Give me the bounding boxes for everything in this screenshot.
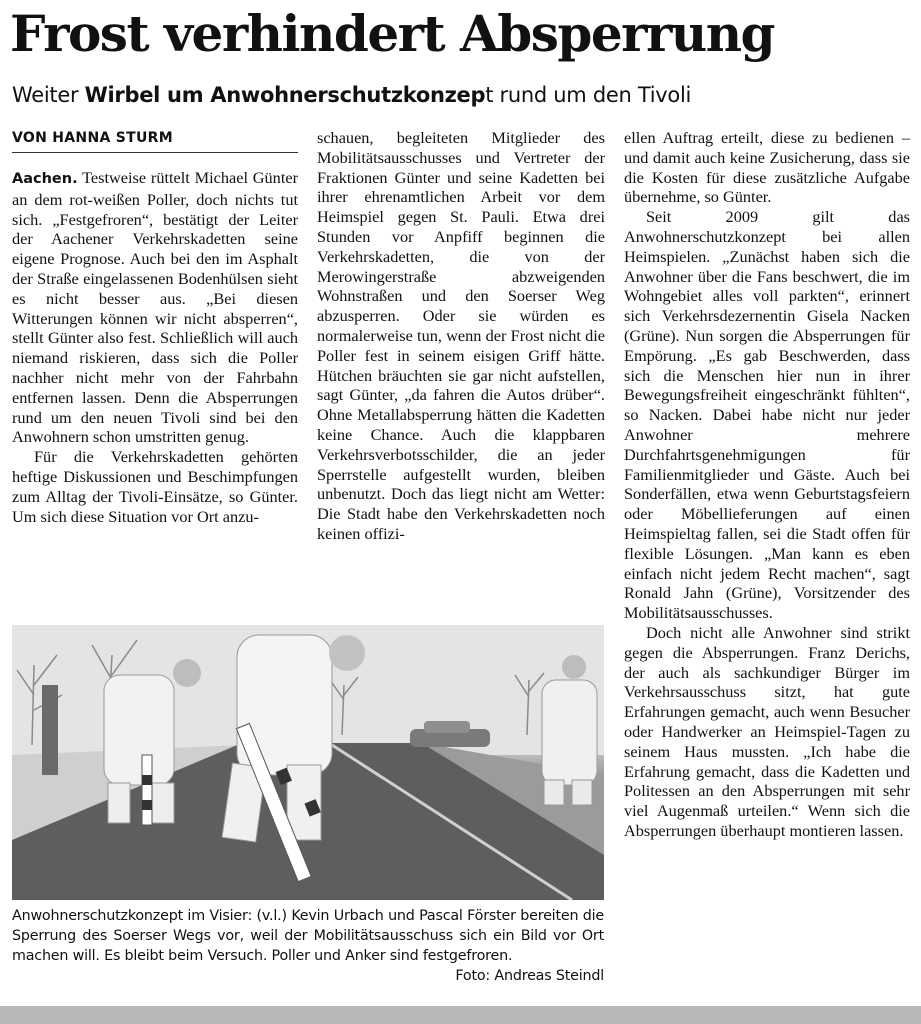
paragraph: Seit 2009 gilt das Anwohnerschutzkonzept bei allen Heimspielen. „Zunächst haben sich die Anwohner über die Fans beschwert, die im Wohngebiet alles voll parkten“, erinnert sich Verkehrsdezernentin Gisela Nacken (Grüne). Nun sorgen die Absperrungen für Empörung. „Es gab Beschwerden, dass sich die Menschen hier nun in ihrer Bewegungsfreiheit eingeschränkt fühlten“, so Nacken. Dabei habe nicht nur jeder Anwohner mehrere Durchfahrtsgenehmigungen für Familienmitglieder und Gäste. Auch bei Sonderfällen, etwa wenn Geburtstagsfeiern oder Möbellieferungen auf einen Heimspieltag fallen, sei die Stadt offen für flexible Lösungen. „Man kann es eben einfach nicht jedem Recht machen“, sagt Ronald Jahn (Grüne), Vorsitzender des Mobilitätsausschusses.: [624, 207, 910, 623]
paragraph: [12, 168, 298, 447]
byline: VON HANNA STURM: [12, 128, 298, 153]
article-column-3: [624, 128, 910, 841]
caption-text: Anwohnerschutzkonzept im Visier: (v.l.) Kevin Urbach und Pascal Förster bereiten die Sperrung des Soerser Wegs vor, weil der Mobilitätsausschuss sich ein Bild vor Ort machen will. Es bleibt beim Versuch. Poller und Anker sind festgefroren.: [12, 908, 604, 964]
subhead-prefix: Weiter: [12, 83, 85, 107]
headline: Frost verhindert Absperrung: [10, 4, 775, 63]
subheadline: [12, 80, 912, 110]
article-photo: [12, 625, 604, 900]
photo-credit: Foto: Andreas Steindl: [455, 968, 604, 984]
dateline-place: Aachen.: [12, 171, 78, 187]
paragraph-text: Testweise rüttelt Michael Günter an dem rot-weißen Poller, doch nichts tut sich. „Festgefroren“, bestätigt der Leiter der Aachener Verkehrskadetten seine eigene Prognose. Auch bei den im Asphalt der Straße eingelassenen Bodenhülsen sieht es nicht besser aus. „Bei diesen Witterungen können wir nicht absperren“, stellt Günter also fest. Schließlich will auch niemand riskieren, dass sich die Poller nachher nicht mehr von der Fahrbahn entfernen lassen. Denn die Absperrungen rund um den neuen Tivoli sind bei den Anwohnern schon umstritten genug.: [12, 168, 298, 447]
photo-caption: [12, 906, 604, 986]
paragraph: Doch nicht alle Anwohner sind strikt gegen die Absperrungen. Franz Derichs, der auch als sachkundiger Bürger im Verkehrsausschuss sitzt, hat gute Erfahrungen gemacht, auch wenn Besucher oder Handwerker an Heimspiel-Tagen zu seinem Haus mussten. „Ich habe die Erfahrung gemacht, dass die Kadetten und Politessen an den Absperrungen mit sehr viel Augenmaß urteilen.“ Wenn sich die Absperrungen überhaupt montieren lassen.: [624, 622, 910, 840]
photo-illustration: [12, 625, 604, 900]
subhead-suffix: t rund um den Tivoli: [485, 83, 692, 107]
paragraph: schauen, begleiteten Mitglieder des Mobilitätsausschusses und Vertreter der Fraktionen Günter und seine Kadetten bei ihrer ehrenamtlichen Arbeit vor dem Heimspiel gegen St. Pauli. Etwa drei Stunden vor Anpfiff beginnen die Verkehrskadetten, die von der Merowingerstraße abzweigenden Wohnstraßen und den Soerser Weg abzusperren. Oder sie würden es normalerweise tun, wenn der Frost nicht die Poller fest in seinem eisigen Griff hätte. Hütchen bräuchten sie gar nicht aufstellen, sagt Günter, „da fahren die Autos drüber“. Ohne Metallabsperrung hätten die Kadetten keine Chance. Auch die klappbaren Verkehrsverbotsschilder, die an jeder Sperrstelle aufgestellt wurden, bleiben unbenutzt. Doch das liegt nicht am Wetter: Die Stadt habe den Verkehrskadetten noch keinen offizi-: [317, 128, 605, 543]
article-column-1: [12, 168, 298, 526]
paragraph: Für die Verkehrskadetten gehörten heftige Diskussionen und Beschimpfungen zum Alltag der Tivoli-Einsätze, so Günter. Um sich diese Situation vor Ort anzu-: [12, 447, 298, 526]
page-footer-bar: [0, 1006, 921, 1024]
paragraph: ellen Auftrag erteilt, diese zu bedienen – und damit auch keine Zusicherung, dass sie die Kosten für diese zusätzliche Aufgabe übernehme, so Günter.: [624, 128, 910, 207]
article-column-2: [317, 128, 605, 544]
subhead-bold: Wirbel um Anwohnerschutzkonzep: [84, 83, 486, 107]
